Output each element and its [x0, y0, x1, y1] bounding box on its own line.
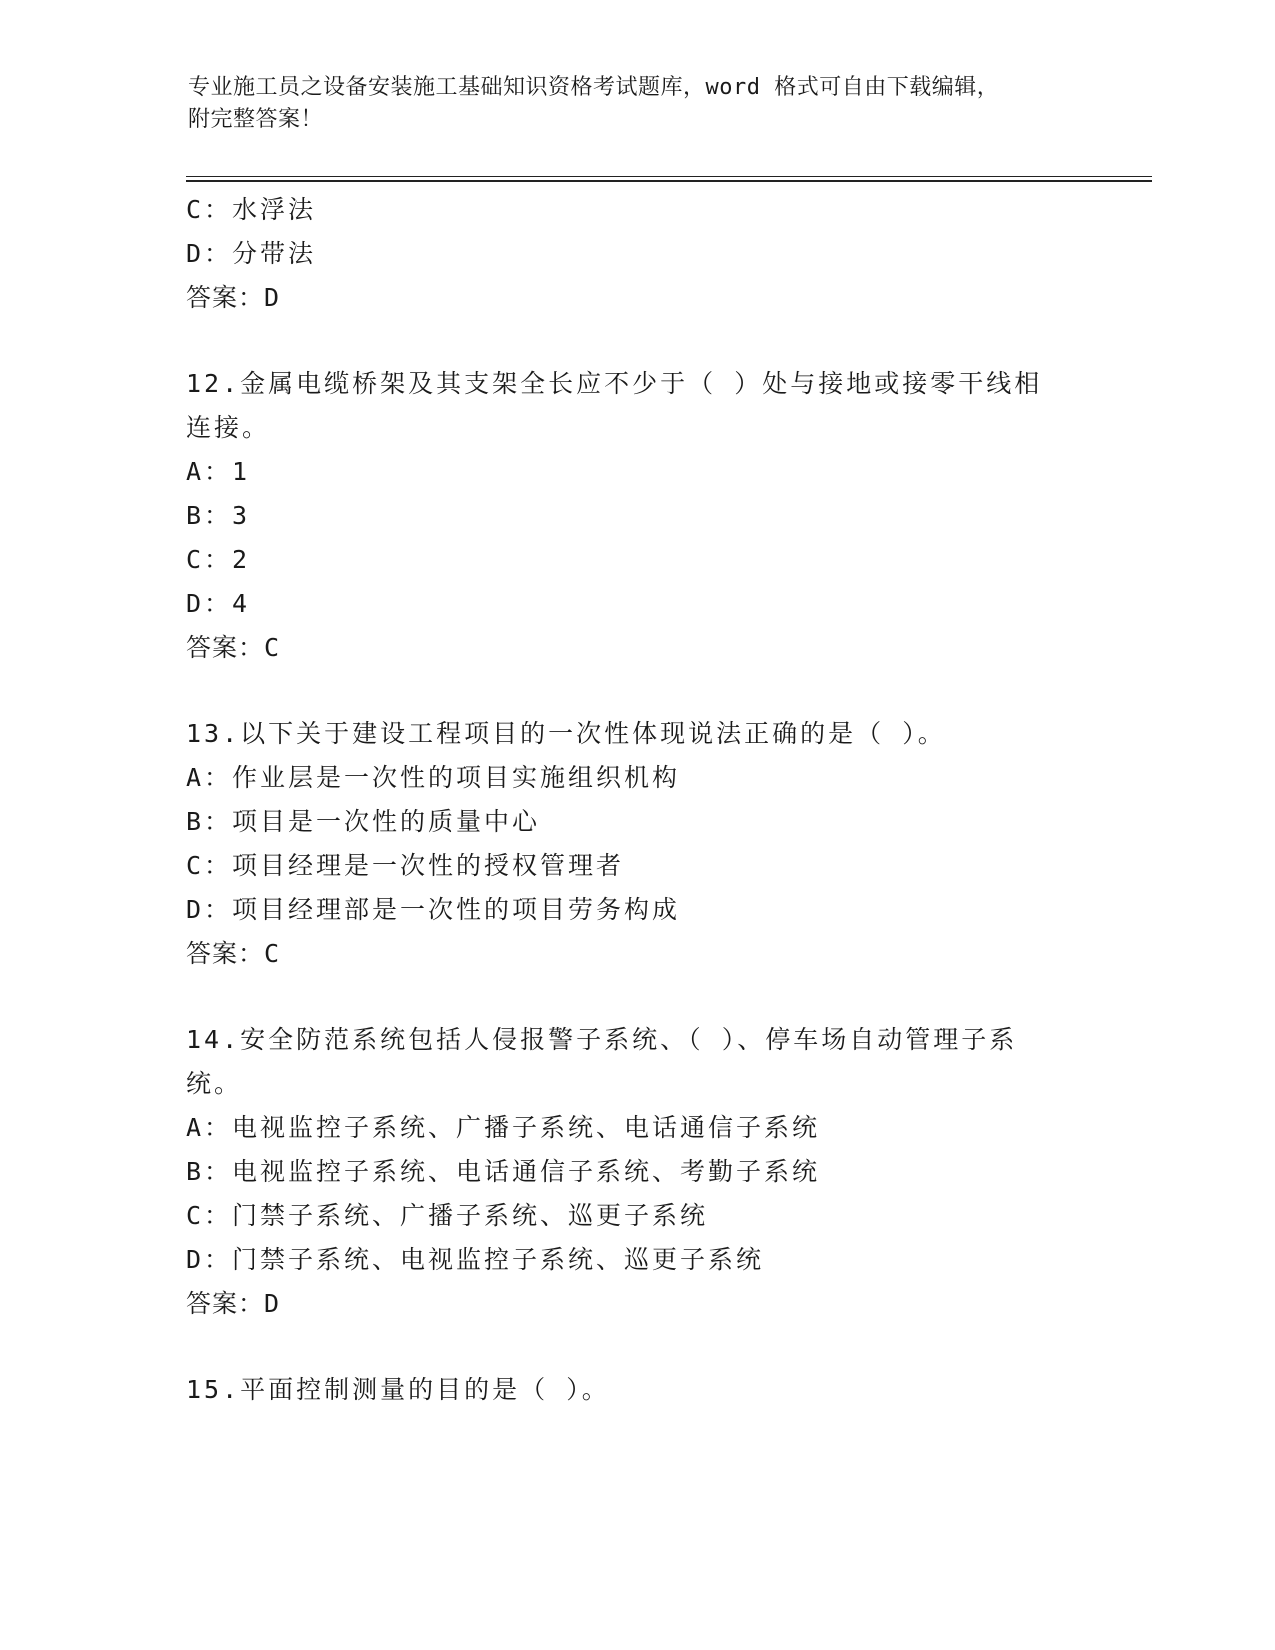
- question-14-option-a: A：电视监控子系统、广播子系统、电话通信子系统: [186, 1113, 821, 1142]
- answer-text: 答案：D: [186, 283, 281, 312]
- question-13-stem: 13.以下关于建设工程项目的一次性体现说法正确的是（ ）。: [186, 719, 946, 748]
- header-title-line2: 附完整答案！: [188, 107, 324, 132]
- question-14-answer: 答案：D: [186, 1289, 281, 1318]
- question-12-stem: 12.金属电缆桥架及其支架全长应不少于（ ）处与接地或接零干线相: [186, 369, 1043, 398]
- question-12-option-b: B：3: [186, 501, 251, 530]
- question-14-option-b: B：电视监控子系统、电话通信子系统、考勤子系统: [186, 1157, 821, 1186]
- question-13-option-c: C：项目经理是一次性的授权管理者: [186, 851, 625, 880]
- question-12-answer: 答案：C: [186, 633, 281, 662]
- question-13-option-a: A：作业层是一次性的项目实施组织机构: [186, 763, 681, 792]
- question-14-stem-cont: 统。: [186, 1069, 243, 1098]
- option-c: C：水浮法: [186, 195, 317, 224]
- question-13-option-d: D：项目经理部是一次性的项目劳务构成: [186, 895, 681, 924]
- question-12-option-d: D：4: [186, 589, 251, 618]
- header-title-line1: 专业施工员之设备安装施工基础知识资格考试题库，word 格式可自由下载编辑，: [188, 75, 1000, 100]
- question-14-stem: 14.安全防范系统包括人侵报警子系统、（ ）、停车场自动管理子系: [186, 1025, 1018, 1054]
- header-divider-thin: [186, 176, 1152, 177]
- question-15-stem: 15.平面控制测量的目的是（ ）。: [186, 1375, 610, 1404]
- question-12-option-c: C：2: [186, 545, 251, 574]
- question-12-stem-cont: 连接。: [186, 413, 271, 442]
- question-13-answer: 答案：C: [186, 939, 281, 968]
- header-divider-thick: [186, 180, 1152, 182]
- question-12-option-a: A：1: [186, 457, 251, 486]
- question-14-option-c: C：门禁子系统、广播子系统、巡更子系统: [186, 1201, 709, 1230]
- question-14-option-d: D：门禁子系统、电视监控子系统、巡更子系统: [186, 1245, 765, 1274]
- page-header: [188, 72, 1088, 136]
- question-13-option-b: B：项目是一次性的质量中心: [186, 807, 541, 836]
- option-d: D：分带法: [186, 239, 317, 268]
